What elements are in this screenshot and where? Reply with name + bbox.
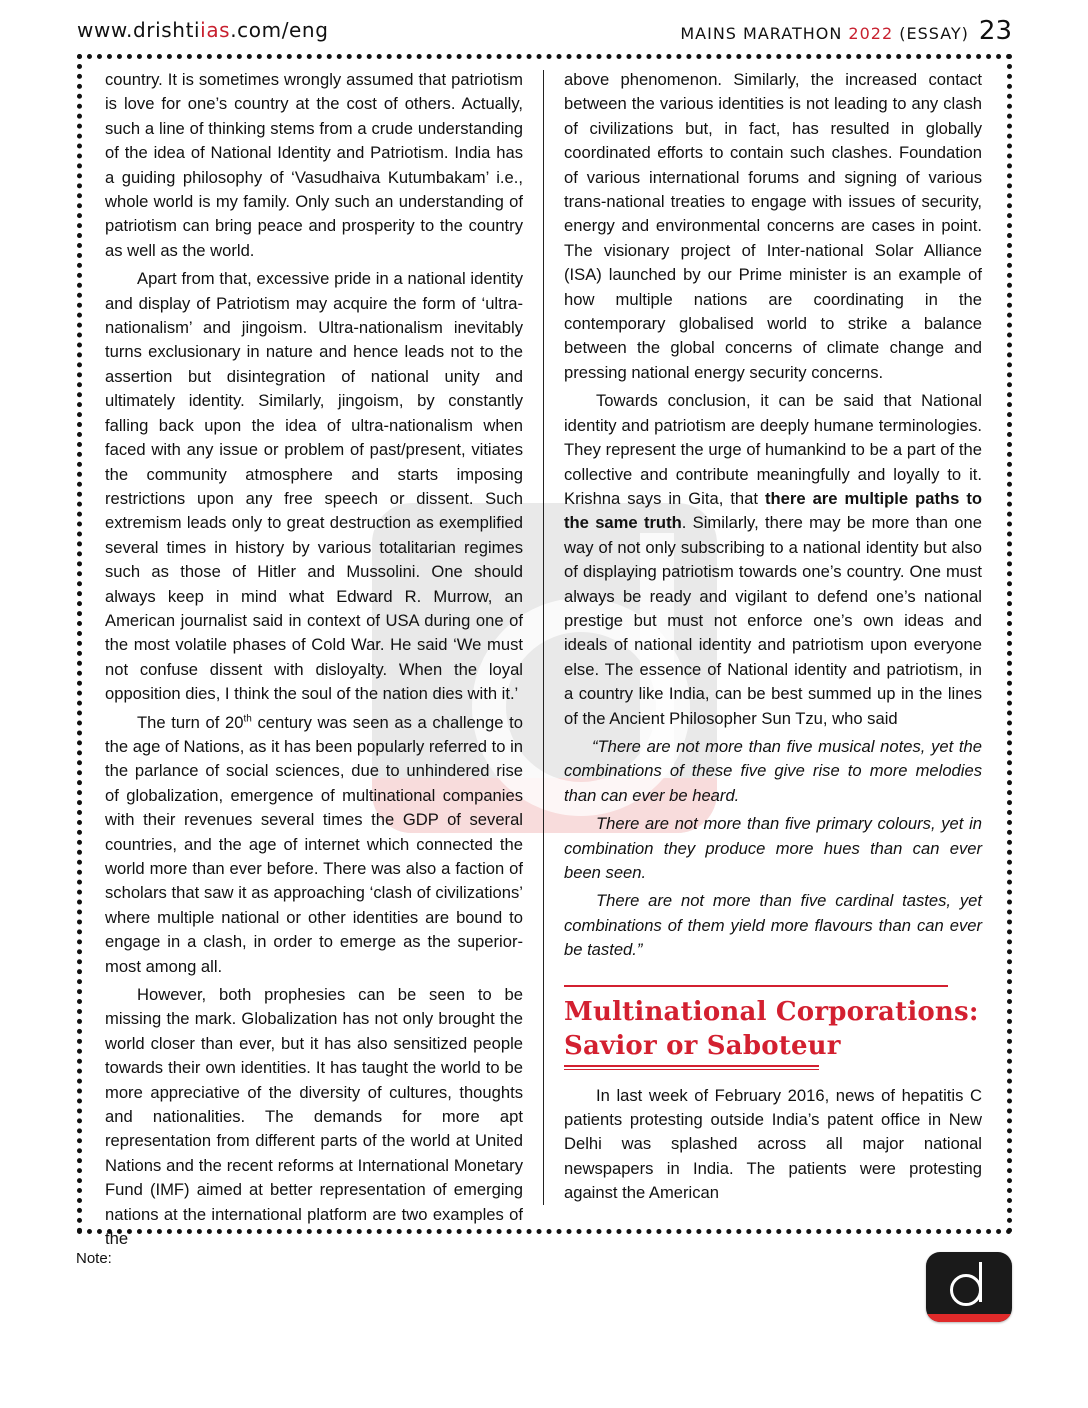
paragraph: Apart from that, excessive pride in a national identity and display of Patriotism may acquire the form of ‘ultra-nationalism’ and jingoism. Ultra-nationalism inevitably turns exclusionary in nature and hence leads not to the assertion but disintegration of national unity and ultimately identity. Similarly, jingoism, by constantly falling back upon the idea of ultra-nationalism when faced with any issue or problem of past/present, vitiates the community atmosphere and starts imposing restrictions upon any free speech or dissent. Such extremism leads only to great destruction as exemplified several times in history by various totalitarian regimes such as those of Hitler and Mussolini. One should always keep in mind what Edward R. Murrow, an American journalist said in context of USA during one of the most volatile phases of Cold War. He said ‘We must not confuse dissent with disloyalty. When the loyal opposition dies, I think the soul of the nation dies with it.’ xyxy=(105,269,523,704)
title-suffix: (ESSAY) xyxy=(893,24,969,43)
note-label: Note: xyxy=(76,1250,112,1267)
title-year: 2022 xyxy=(848,24,894,43)
url-suffix: .com/eng xyxy=(230,18,329,42)
heading-line-2: Savior or Saboteur xyxy=(564,1030,841,1061)
text-span: Towards conclusion, it can be said that National identity and patriotism are deeply humane terminologies. They represent the urge of humankind to be a part of the collective and contribute meaningfully and loyally to it. Krishna says in Gita, that xyxy=(564,391,982,508)
paragraph xyxy=(105,711,523,979)
text-span: century was seen as a challenge to the age of Nations, as it has been popularly referred to in the parlance of social sciences, due to unhindered rise of globalization, emergence of multinational companies with their revenues several times the GDP of several countries, and the age of internet which connected the world more than ever before. There was also a faction of scholars that saw it as approaching ‘clash of civilizations’ where multiple national or other identities are bound to engage in a clash, in order to emerge as the superior-most among all. xyxy=(105,712,523,976)
quote-line: There are not more than five cardinal tastes, yet combinations of them yield more flavours than can ever be tasted.” xyxy=(564,891,982,960)
text-span: The turn of 20 xyxy=(137,712,244,732)
left-column xyxy=(105,68,523,1256)
page-number: 23 xyxy=(978,16,1012,46)
superscript: th xyxy=(243,713,252,725)
paragraph: above phenomenon. Similarly, the increased contact between the various identities is not leading to any clash of civilizations but, in fact, has resulted in globally coordinated efforts to contain such clashes. Foundation of various international forums and signing of various trans-national treaties to engage with issues of security, energy and environmental concerns are cases in point. The visionary project of Inter-national Solar Alliance (ISA) launched by our Prime minister is an example of how multiple nations are coordinating in the contemporary globalised world to strike a balance between the global concerns of climate change and pressing national energy security concerns. xyxy=(564,70,982,382)
column-divider xyxy=(543,70,544,1205)
url-prefix: www.drishti xyxy=(77,18,201,42)
quote-line: “There are not more than five musical notes, yet the combinations of these five give rise to more melodies than can ever be heard. xyxy=(564,736,982,805)
paragraph xyxy=(564,389,982,731)
title-prefix: MAINS MARATHON xyxy=(680,24,849,43)
text-span: . Similarly, there may be more than one way of not only subscribing to a national identity but also of displaying patriotism towards one’s country. One must always be ready and vigilant to defend one’s national prestige but must not enforce one’s own ideas and ideals of national identity and patriotism upon everyone else. The essence of National identity and patriotism, in a country like India, can be best summed up in the lines of the Ancient Philosopher Sun Tzu, who said xyxy=(564,513,982,728)
paragraph: However, both prophesies can be seen to be missing the mark. Globalization has not only brought the world closer than ever, but it has also sensitized people towards their own identities. It has taught the world to be more appreciative of the diversity of cultures, thoughts and nationalities. The demands for more apt representation from different parts of the world at United Nations and the recent reforms at International Monetary Fund (IMF) aimed at better representation of emerging nations at the international platform are two examples of the xyxy=(105,985,523,1249)
publication-title xyxy=(680,24,969,43)
drishti-logo-icon xyxy=(926,1252,1012,1322)
right-column xyxy=(564,68,982,1210)
logo-band xyxy=(926,1314,1012,1322)
bold-text: there are multiple paths to the same truth xyxy=(564,488,982,533)
header-right xyxy=(680,18,1012,44)
heading-line-1: Multinational Corporations: xyxy=(564,996,979,1027)
section-heading xyxy=(564,995,982,1063)
logo-ring xyxy=(950,1274,982,1306)
quote-line: There are not more than five primary colours, yet in combination they produce more hues than can ever been seen. xyxy=(564,814,982,882)
section-heading-rule xyxy=(564,985,948,987)
paragraph: country. It is sometimes wrongly assumed that patriotism is love for one’s country at the cost of others. Actually, such a line of thinking stems from a crude understanding of the idea of National Identity and Patriotism. India has a guiding philosophy of ‘Vasudhaiva Kutumbakam’ i.e., whole world is my family. Only such an understanding of patriotism can bring peace and prosperity to the country as well as the world. xyxy=(105,70,523,260)
logo-stem xyxy=(979,1262,982,1302)
paragraph: In last week of February 2016, news of hepatitis C patients protesting outside India’s patent office in New Delhi was splashed across all major national newspapers in India. The patients were protesting against the American xyxy=(564,1085,982,1203)
url-accent: ias xyxy=(200,18,231,42)
section-heading-underline xyxy=(564,1065,819,1070)
header-website-url xyxy=(77,18,329,42)
